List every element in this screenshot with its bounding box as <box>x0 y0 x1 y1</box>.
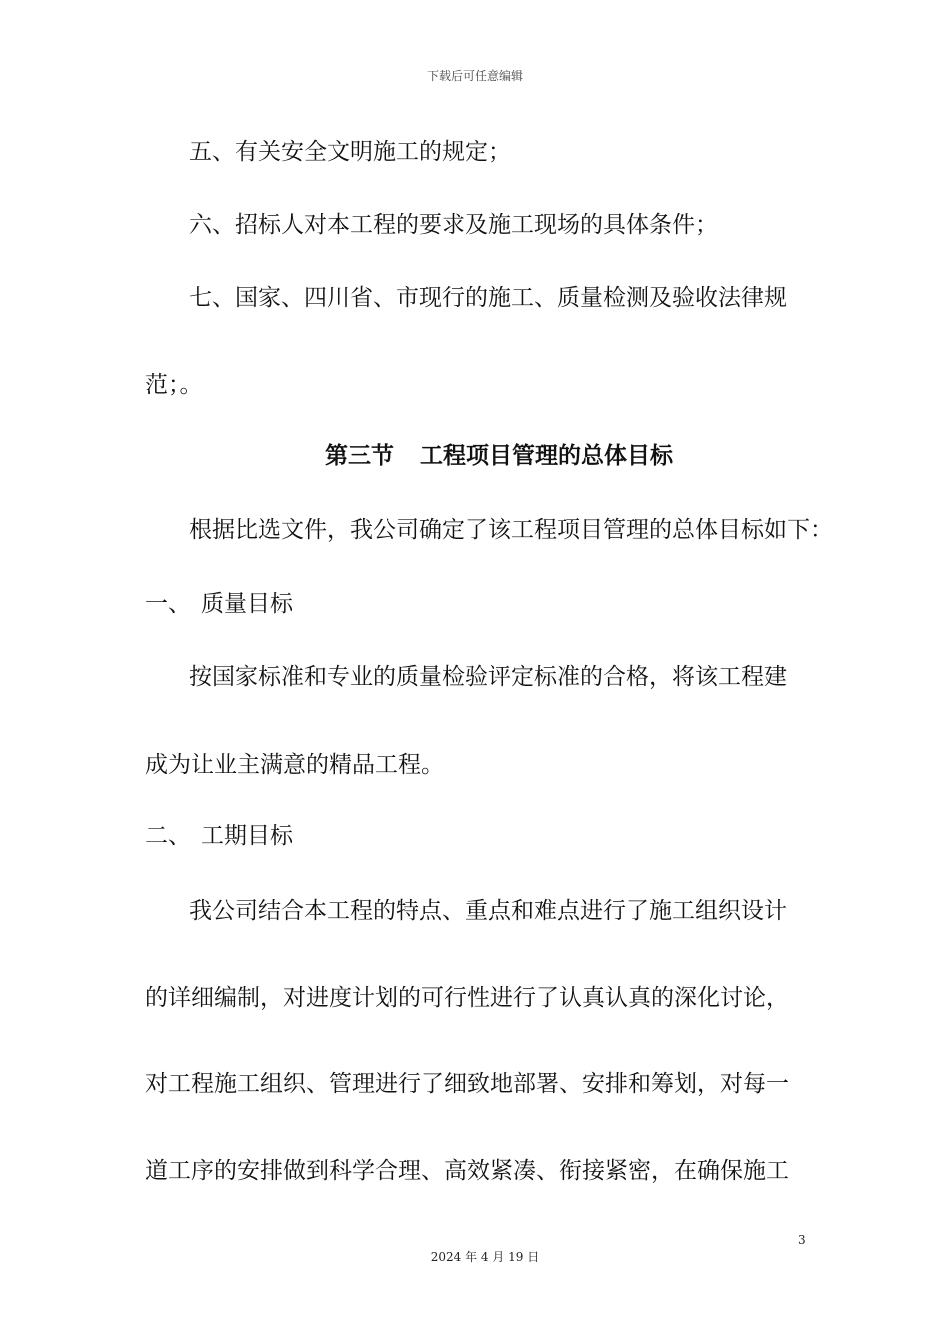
item-number: 二、 <box>145 823 191 849</box>
section-heading <box>0 441 950 471</box>
header-note: 下载后可任意编辑 <box>426 69 523 83</box>
item-heading-schedule <box>145 821 293 851</box>
paragraph-schedule-line3: 对工程施工组织、管理进行了细致地部署、安排和筹划，对每一 <box>145 1071 789 1097</box>
item-title: 工期目标 <box>201 823 293 849</box>
item-title: 质量目标 <box>201 591 293 617</box>
paragraph-intro: 根据比选文件，我公司确定了该工程项目管理的总体目标如下： <box>189 517 833 543</box>
paragraph-regulation-6: 六、招标人对本工程的要求及施工现场的具体条件； <box>189 212 718 238</box>
paragraph-regulation-7-line2: 范；。 <box>145 372 203 398</box>
paragraph-schedule-line2: 的详细编制，对进度计划的可行性进行了认真认真的深化讨论， <box>145 985 789 1011</box>
paragraph-schedule-line4: 道工序的安排做到科学合理、高效紧凑、衔接紧密，在确保施工 <box>145 1158 789 1184</box>
page-number: 3 <box>798 1233 806 1247</box>
item-heading-quality <box>145 589 293 619</box>
footer-date: 2024 年 4 月 19 日 <box>430 1250 540 1264</box>
paragraph-quality-line2: 成为让业主满意的精品工程。 <box>145 752 444 778</box>
item-number: 一、 <box>145 591 191 617</box>
paragraph-quality-line1: 按国家标准和专业的质量检验评定标准的合格，将该工程建 <box>189 664 787 690</box>
paragraph-regulation-5: 五、有关安全文明施工的规定； <box>189 139 511 165</box>
section-heading-number: 第三节 <box>325 443 394 469</box>
paragraph-schedule-line1: 我公司结合本工程的特点、重点和难点进行了施工组织设计 <box>189 898 787 924</box>
paragraph-regulation-7-line1: 七、国家、四川省、市现行的施工、质量检测及验收法律规 <box>189 285 787 311</box>
section-heading-title: 工程项目管理的总体目标 <box>420 443 673 469</box>
